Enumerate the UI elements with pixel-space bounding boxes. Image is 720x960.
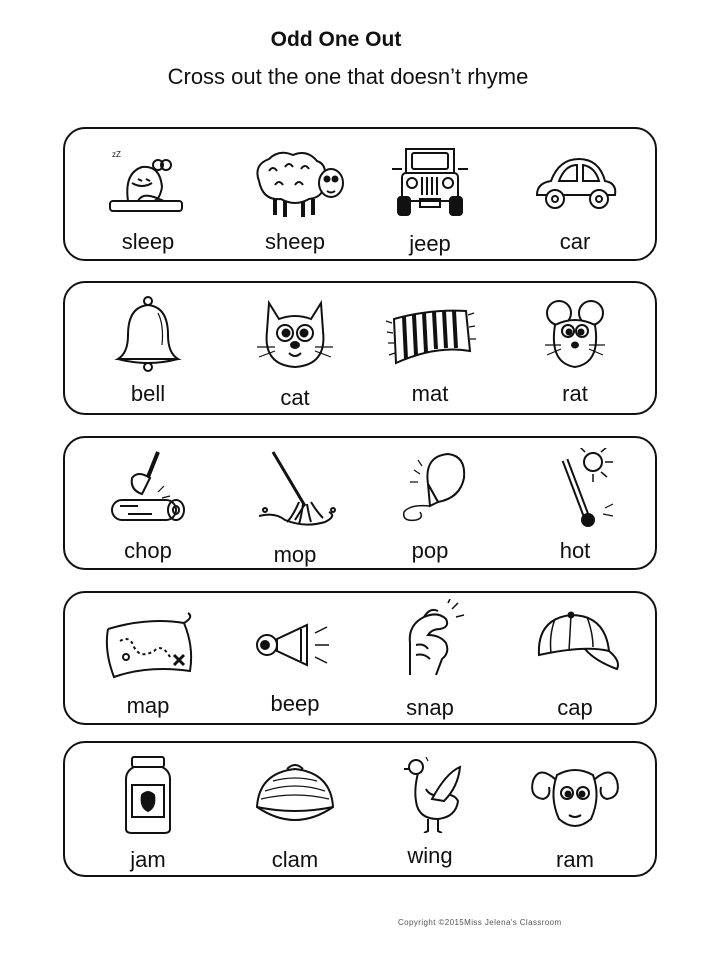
item-jeep[interactable] xyxy=(355,129,505,259)
bell-icon xyxy=(98,295,198,375)
rhyme-row-2 xyxy=(63,281,657,415)
rhyme-row-1 xyxy=(63,127,657,261)
word-label: mop xyxy=(273,542,317,567)
rhyme-row-4 xyxy=(63,591,657,725)
goose-wing-icon xyxy=(380,753,480,833)
word-label: cat xyxy=(280,385,310,410)
word-label: map xyxy=(126,693,170,718)
item-clam[interactable] xyxy=(220,743,370,875)
item-ram[interactable] xyxy=(500,743,650,875)
item-sheep[interactable] xyxy=(220,129,370,259)
jeep-icon xyxy=(380,139,480,219)
word-label: sheep xyxy=(265,229,325,254)
car-icon xyxy=(525,143,625,223)
item-map[interactable] xyxy=(73,593,223,723)
word-label: cap xyxy=(557,695,593,720)
word-label: clam xyxy=(271,847,319,872)
thermometer-sun-icon xyxy=(525,448,625,528)
axe-chopping-log-icon xyxy=(98,448,198,528)
treasure-map-icon xyxy=(98,607,198,687)
word-label: rat xyxy=(562,381,588,406)
item-hot[interactable] xyxy=(500,438,650,568)
svg-text:zZ: zZ xyxy=(112,150,121,159)
clam-icon xyxy=(245,757,345,837)
item-wing[interactable] xyxy=(355,743,505,875)
item-mop[interactable] xyxy=(220,438,370,568)
item-mat[interactable] xyxy=(355,283,505,413)
item-rat[interactable] xyxy=(500,283,650,413)
item-jam[interactable] xyxy=(73,743,223,875)
item-chop[interactable] xyxy=(73,438,223,568)
word-label: beep xyxy=(270,691,320,716)
item-cap[interactable] xyxy=(500,593,650,723)
mat-icon xyxy=(380,297,480,377)
sheep-icon xyxy=(245,141,345,221)
word-label: pop xyxy=(411,538,449,563)
popping-balloon-icon xyxy=(380,448,480,528)
cap-icon xyxy=(525,605,625,685)
item-car[interactable] xyxy=(500,129,650,259)
word-label: car xyxy=(559,229,591,254)
sleeping-girl-icon xyxy=(98,143,198,223)
word-label: bell xyxy=(130,381,166,406)
rat-icon xyxy=(525,295,625,375)
word-label: mat xyxy=(411,381,449,406)
word-label: ram xyxy=(556,847,594,872)
ram-icon xyxy=(525,757,625,837)
rhyme-row-3 xyxy=(63,436,657,570)
horn-icon xyxy=(245,605,345,685)
word-label: snap xyxy=(406,695,454,720)
item-beep[interactable] xyxy=(220,593,370,723)
word-label: jeep xyxy=(409,231,451,256)
instructions: Cross out the one that doesn’t rhyme xyxy=(167,64,529,89)
item-cat[interactable] xyxy=(220,283,370,413)
copyright-footer: Copyright ©2015Miss Jelena's Classroom xyxy=(398,918,562,927)
word-label: sleep xyxy=(121,229,175,254)
rhyme-row-5 xyxy=(63,741,657,877)
word-label: hot xyxy=(559,538,591,563)
word-label: wing xyxy=(407,843,453,868)
word-label: jam xyxy=(130,847,166,872)
item-snap[interactable] xyxy=(355,593,505,723)
word-label: chop xyxy=(124,538,172,563)
item-bell[interactable] xyxy=(73,283,223,413)
page-title: Odd One Out xyxy=(270,28,402,51)
snapping-fingers-icon xyxy=(380,599,480,679)
item-sleep[interactable] xyxy=(73,129,223,259)
jam-jar-icon xyxy=(98,755,198,835)
cat-icon xyxy=(245,295,345,375)
item-pop[interactable] xyxy=(355,438,505,568)
mop-icon xyxy=(245,450,345,530)
